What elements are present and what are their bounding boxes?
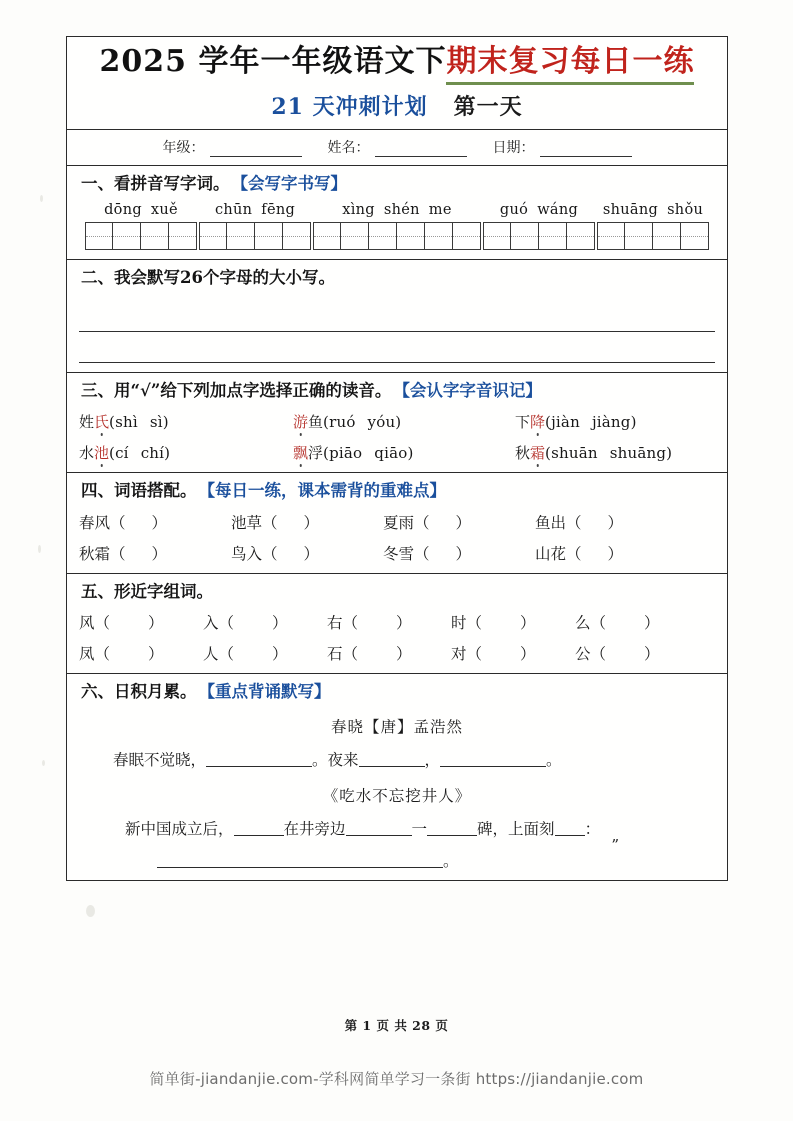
poem-text-4: 。 (546, 751, 562, 769)
name-field (328, 137, 467, 157)
passage-blank-1[interactable] (234, 821, 284, 836)
pinyin-options[interactable]: (piāo qiāo) (323, 443, 414, 462)
choice-item[interactable] (515, 411, 637, 432)
pinyin-syllable: dōng (104, 202, 142, 219)
pinyin-text (313, 202, 481, 218)
name-input[interactable] (375, 143, 467, 157)
page-subtitle (67, 90, 727, 121)
section-6 (67, 674, 727, 880)
passage-blank-5[interactable] (157, 853, 443, 868)
pinyin-options[interactable]: (ruó yóu) (323, 412, 402, 431)
similar-char-item[interactable] (203, 642, 327, 664)
pinyin-options[interactable]: (jiàn jiàng) (545, 412, 637, 431)
match-item[interactable] (79, 511, 231, 533)
tianzige-cell[interactable] (625, 222, 653, 250)
similar-char-item[interactable] (79, 642, 203, 664)
answer-parentheses[interactable]: （ ） (342, 614, 412, 633)
pinyin-text (597, 202, 709, 218)
pinyin-syllable: shuāng (602, 202, 659, 219)
match-row (79, 511, 715, 533)
answer-parentheses[interactable]: （ ） (218, 614, 288, 633)
tianzige-grid (597, 222, 709, 250)
answer-parentheses[interactable]: （ ） (414, 513, 472, 532)
tianzige-cell[interactable] (283, 222, 311, 250)
section-5-title: 五、形近字组词。 (79, 580, 215, 605)
pinyin-text (483, 202, 595, 218)
match-word: 池草 (231, 513, 263, 532)
section-1-tag: 【会写字书写】 (231, 173, 347, 193)
poem-text-3: ， (424, 751, 441, 769)
match-item[interactable] (231, 511, 383, 533)
date-field (493, 137, 632, 157)
pinyin-syllable: xuě (150, 202, 178, 219)
dotted-character: 池 (94, 443, 110, 462)
answer-parentheses[interactable]: （ ） (110, 513, 168, 532)
match-word: 冬雪 (383, 544, 415, 563)
choice-item[interactable] (293, 411, 515, 432)
match-row (79, 542, 715, 564)
answer-parentheses[interactable]: （ ） (590, 645, 660, 664)
tianzige-cell[interactable] (369, 222, 397, 250)
match-word: 山花 (535, 544, 567, 563)
section-2-title: 二、我会默写26个字母的大小写。 (79, 266, 337, 291)
section-3 (67, 373, 727, 473)
match-item[interactable] (535, 511, 687, 533)
tianzige-cell[interactable] (597, 222, 625, 250)
pinyin-group (313, 202, 481, 250)
tianzige-cell[interactable] (653, 222, 681, 250)
tianzige-grid (85, 222, 197, 250)
watermark-text: 简单街-jiandanjie.com-学科网简单学习一条街 https://jiandanjie.com (149, 1070, 644, 1088)
pinyin-group-row (79, 202, 715, 250)
section-1-title: 一、看拼音写字词。 (79, 172, 232, 197)
worksheet-frame (66, 36, 728, 881)
pinyin-group (597, 202, 709, 250)
match-word: 鱼出 (535, 513, 567, 532)
section-1-heading (79, 172, 715, 197)
passage-last-line (79, 836, 715, 871)
pinyin-syllable: guó (499, 202, 529, 219)
answer-line[interactable] (79, 305, 715, 332)
match-item[interactable] (231, 542, 383, 564)
grade-field (163, 137, 302, 157)
section-5 (67, 574, 727, 675)
dotted-character: 霜 (530, 443, 546, 462)
pinyin-text (85, 202, 197, 218)
choice-item[interactable] (293, 442, 515, 463)
section-4-tag: 【每日一练，课本需背的重难点】 (198, 480, 446, 500)
page-title (67, 43, 727, 83)
pinyin-text (199, 202, 311, 218)
passage-fill-line (79, 817, 715, 839)
choice-item[interactable] (515, 442, 672, 463)
section-3-tag: 【会认字字音识记】 (393, 381, 542, 400)
passage-blank-2[interactable] (346, 821, 412, 836)
grade-input[interactable] (210, 143, 302, 157)
pinyin-syllable: chūn (214, 202, 253, 219)
word-suffix: 浮 (308, 443, 324, 462)
answer-parentheses[interactable]: （ ） (110, 544, 168, 563)
date-label: 日期： (492, 139, 535, 156)
subtitle-plan: 21 天冲刺计划 (271, 93, 428, 120)
poem-blank-3[interactable] (440, 752, 546, 767)
match-item[interactable] (383, 542, 535, 564)
subtitle-day: 第一天 (453, 93, 523, 120)
match-word: 夏雨 (383, 513, 415, 532)
section-6-title: 六、日积月累。 (79, 680, 199, 705)
answer-parentheses[interactable]: （ ） (466, 645, 536, 664)
word-match-list (79, 511, 715, 564)
grade-label: 年级： (162, 139, 205, 156)
similar-char-item[interactable] (451, 611, 575, 633)
similar-char: 对 (451, 645, 467, 664)
match-item[interactable] (535, 542, 687, 564)
match-word: 春风 (79, 513, 111, 532)
scan-speckle (38, 545, 41, 553)
scan-speckle (42, 760, 45, 766)
similar-char: 人 (203, 645, 219, 664)
choice-row (79, 442, 715, 463)
answer-line[interactable] (79, 336, 715, 363)
poem-text-2: 。夜来 (312, 751, 359, 769)
pronunciation-choice-list (79, 411, 715, 463)
tianzige-grid (313, 222, 481, 250)
similar-char: 凤 (79, 645, 95, 664)
pinyin-syllable: me (428, 202, 452, 219)
similar-char-item[interactable] (203, 611, 327, 633)
name-label: 姓名： (327, 139, 370, 156)
match-word: 秋霜 (79, 544, 111, 563)
tianzige-cell[interactable] (227, 222, 255, 250)
choice-item[interactable] (79, 442, 293, 463)
similar-char: 入 (203, 614, 219, 633)
choice-row (79, 411, 715, 432)
section-1 (67, 166, 727, 261)
match-item[interactable] (79, 542, 231, 564)
similar-char-item[interactable] (327, 642, 451, 664)
tianzige-cell[interactable] (141, 222, 169, 250)
passage-blank-4[interactable] (555, 821, 585, 836)
section-6-heading (79, 680, 715, 705)
word-prefix: 下 (515, 412, 531, 431)
tianzige-cell[interactable] (681, 222, 709, 250)
tianzige-cell[interactable] (169, 222, 197, 250)
answer-parentheses[interactable]: （ ） (590, 614, 660, 633)
alphabet-answer-area (79, 305, 715, 363)
similar-char: 石 (327, 645, 343, 664)
poem-blank-2[interactable] (359, 752, 425, 767)
title-block (67, 37, 727, 130)
pinyin-syllable: shǒu (667, 202, 704, 219)
tianzige-cell[interactable] (511, 222, 539, 250)
closing-quote: ” (611, 836, 619, 854)
pinyin-syllable: xìng (342, 202, 375, 219)
page-number: 第 1 页 共 28 页 (344, 1018, 449, 1033)
tianzige-cell[interactable] (341, 222, 369, 250)
similar-char-item[interactable] (327, 611, 451, 633)
word-prefix: 姓 (79, 412, 95, 431)
pinyin-syllable: fēng (261, 202, 296, 219)
section-3-heading (79, 379, 715, 404)
section-2 (67, 260, 727, 373)
dotted-character: 游 (293, 412, 309, 431)
similar-char-item[interactable] (451, 642, 575, 664)
similar-char-item[interactable] (575, 611, 699, 633)
similar-char-row (79, 642, 715, 664)
answer-parentheses[interactable]: （ ） (566, 513, 624, 532)
tianzige-cell[interactable] (453, 222, 481, 250)
tianzige-cell[interactable] (397, 222, 425, 250)
section-4 (67, 473, 727, 574)
pinyin-syllable: wáng (537, 202, 579, 219)
tianzige-cell[interactable] (255, 222, 283, 250)
similar-char-item[interactable] (575, 642, 699, 664)
title-main-black: 2025 学年一年级语文下 (99, 44, 447, 79)
match-word: 鸟入 (231, 544, 263, 563)
scan-speckle (86, 905, 95, 917)
section-4-title: 四、词语搭配。 (79, 479, 199, 504)
tianzige-cell[interactable] (199, 222, 227, 250)
answer-parentheses[interactable]: （ ） (566, 544, 624, 563)
answer-parentheses[interactable]: （ ） (466, 614, 536, 633)
date-input[interactable] (540, 143, 632, 157)
passage-blank-3[interactable] (427, 821, 477, 836)
passage-text-2: 在井旁边 (283, 820, 346, 838)
word-prefix: 水 (79, 443, 95, 462)
tianzige-grid (199, 222, 311, 250)
answer-parentheses[interactable]: （ ） (94, 645, 164, 664)
passage-text-4: 碑，上面刻 (477, 820, 555, 838)
similar-char: 么 (575, 614, 591, 633)
tianzige-cell[interactable] (483, 222, 511, 250)
dotted-character: 降 (530, 412, 546, 431)
answer-parentheses[interactable]: （ ） (414, 544, 472, 563)
answer-parentheses[interactable]: （ ） (262, 513, 320, 532)
passage-text-3: 一 (411, 820, 428, 838)
similar-char-row (79, 611, 715, 633)
similar-char: 时 (451, 614, 467, 633)
similar-char-list (79, 611, 715, 664)
similar-char: 右 (327, 614, 343, 633)
answer-parentheses[interactable]: （ ） (218, 645, 288, 664)
poem-title: 春晓【唐】孟浩然 (330, 718, 463, 736)
passage-text-1: 新中国成立后， (125, 820, 234, 838)
section-2-heading (79, 266, 715, 291)
match-item[interactable] (383, 511, 535, 533)
answer-parentheses[interactable]: （ ） (262, 544, 320, 563)
pinyin-options[interactable]: (cí chí) (109, 443, 171, 462)
answer-parentheses[interactable]: （ ） (94, 614, 164, 633)
pinyin-options[interactable]: (shì sì) (109, 412, 169, 431)
dotted-character: 氏 (94, 412, 110, 431)
passage-end-period: 。 (443, 852, 459, 870)
tianzige-grid (483, 222, 595, 250)
section-6-tag: 【重点背诵默写】 (198, 682, 331, 702)
choice-item[interactable] (79, 411, 293, 432)
similar-char: 风 (79, 614, 95, 633)
pinyin-group (199, 202, 311, 250)
tianzige-cell[interactable] (313, 222, 341, 250)
section-4-heading (79, 479, 715, 504)
tianzige-cell[interactable] (567, 222, 595, 250)
passage-text-5: ： (584, 820, 601, 838)
section-5-heading (79, 580, 715, 605)
pinyin-group (483, 202, 595, 250)
title-main-red: 期末复习每日一练 (446, 43, 694, 83)
student-info-row (67, 130, 727, 166)
scan-speckle (40, 195, 43, 202)
tianzige-cell[interactable] (425, 222, 453, 250)
word-prefix: 秋 (515, 443, 531, 462)
tianzige-cell[interactable] (85, 222, 113, 250)
pinyin-options[interactable]: (shuān shuāng) (545, 443, 673, 462)
tianzige-cell[interactable] (113, 222, 141, 250)
pinyin-group (85, 202, 197, 250)
word-suffix: 鱼 (308, 412, 324, 431)
poem-text-1: 春眠不觉晓， (113, 751, 207, 769)
similar-char-item[interactable] (79, 611, 203, 633)
section-3-title: 三、用“√”给下列加点字选择正确的读音。 (79, 379, 393, 404)
similar-char: 公 (575, 645, 591, 664)
passage-title: 《吃水不忘挖井人》 (322, 787, 472, 805)
answer-parentheses[interactable]: （ ） (342, 645, 412, 664)
tianzige-cell[interactable] (539, 222, 567, 250)
poem-blank-1[interactable] (206, 752, 312, 767)
poem-fill-line (79, 748, 715, 770)
dotted-character: 飘 (293, 443, 309, 462)
pinyin-syllable: shén (383, 202, 420, 219)
